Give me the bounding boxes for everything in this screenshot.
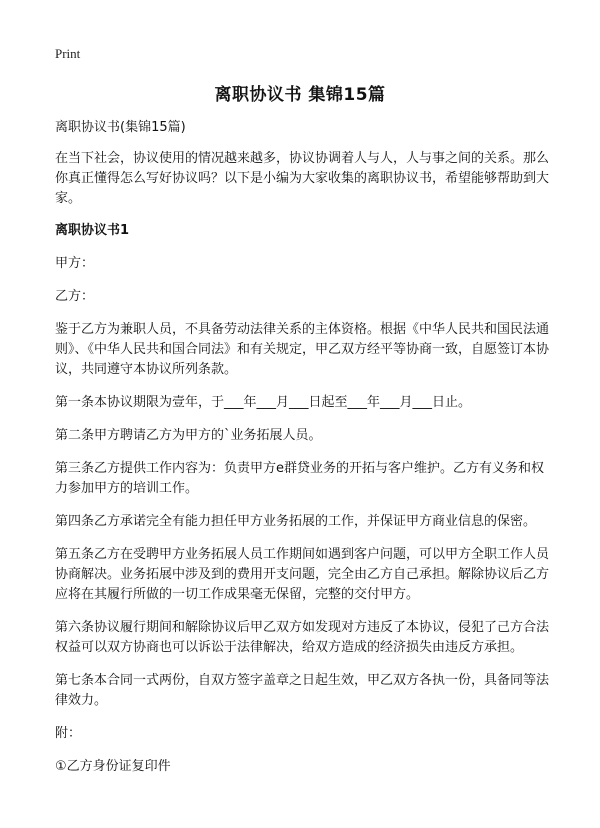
clause-3: 第三条乙方提供工作内容为：负责甲方e群贷业务的开拓与客户维护。乙方有义务和权力参加甲方的培训工作。: [55, 461, 544, 496]
page-title: 离职协议书 集锦15篇: [214, 85, 386, 105]
clause-2: 第二条甲方聘请乙方为甲方的`业务拓展人员。: [55, 428, 322, 443]
clause-4: 第四条乙方承诺完全有能力担任甲方业务拓展的工作，并保证甲方商业信息的保密。: [55, 514, 537, 529]
section-heading: 离职协议书1: [55, 223, 130, 238]
clause-5: 第五条乙方在受聘甲方业务拓展人员工作期间如遇到客户问题，可以甲方全职工作人员协商解决。业务拓展中涉及到的费用开支问题，完全由乙方自己承担。解除协议后乙方应将在其履行所做的一切工作成果毫无保留，完整的交付甲方。: [55, 547, 550, 602]
clause-1: 第一条本协议期限为壹年，于___年___月___日起至___年___月___日止。: [55, 395, 472, 410]
document-subtitle: 离职协议书(集锦15篇): [55, 120, 186, 135]
print-link[interactable]: Print: [55, 46, 81, 61]
party-b-label: 乙方：: [55, 289, 95, 304]
attachment-item: ①乙方身份证复印件: [55, 759, 171, 774]
party-a-label: 甲方：: [55, 256, 95, 271]
clause-preamble: 鉴于乙方为兼职人员，不具备劳动法律关系的主体资格。根据《中华人民共和国民法通则》、《中华人民共和国合同法》和有关规定，甲乙双方经平等协商一致，自愿签订本协议，共同遵守本协议所列条款。: [55, 322, 550, 377]
clause-6: 第六条协议履行期间和解除协议后甲乙双方如发现对方违反了本协议，侵犯了己方合法权益可以双方协商也可以诉讼于法律解决，给双方造成的经济损失由违反方承担。: [55, 620, 550, 655]
clause-7: 第七条本合同一式两份，自双方签字盖章之日起生效，甲乙双方各执一份，具备同等法律效力。: [55, 673, 550, 708]
attachment-label: 附：: [55, 726, 82, 741]
document-body: [55, 118, 555, 790]
intro-paragraph: 在当下社会，协议使用的情况越来越多，协议协调着人与人，人与事之间的关系。那么你真正懂得怎么写好协议吗？以下是小编为大家收集的离职协议书，希望能够帮助到大家。: [55, 151, 550, 206]
